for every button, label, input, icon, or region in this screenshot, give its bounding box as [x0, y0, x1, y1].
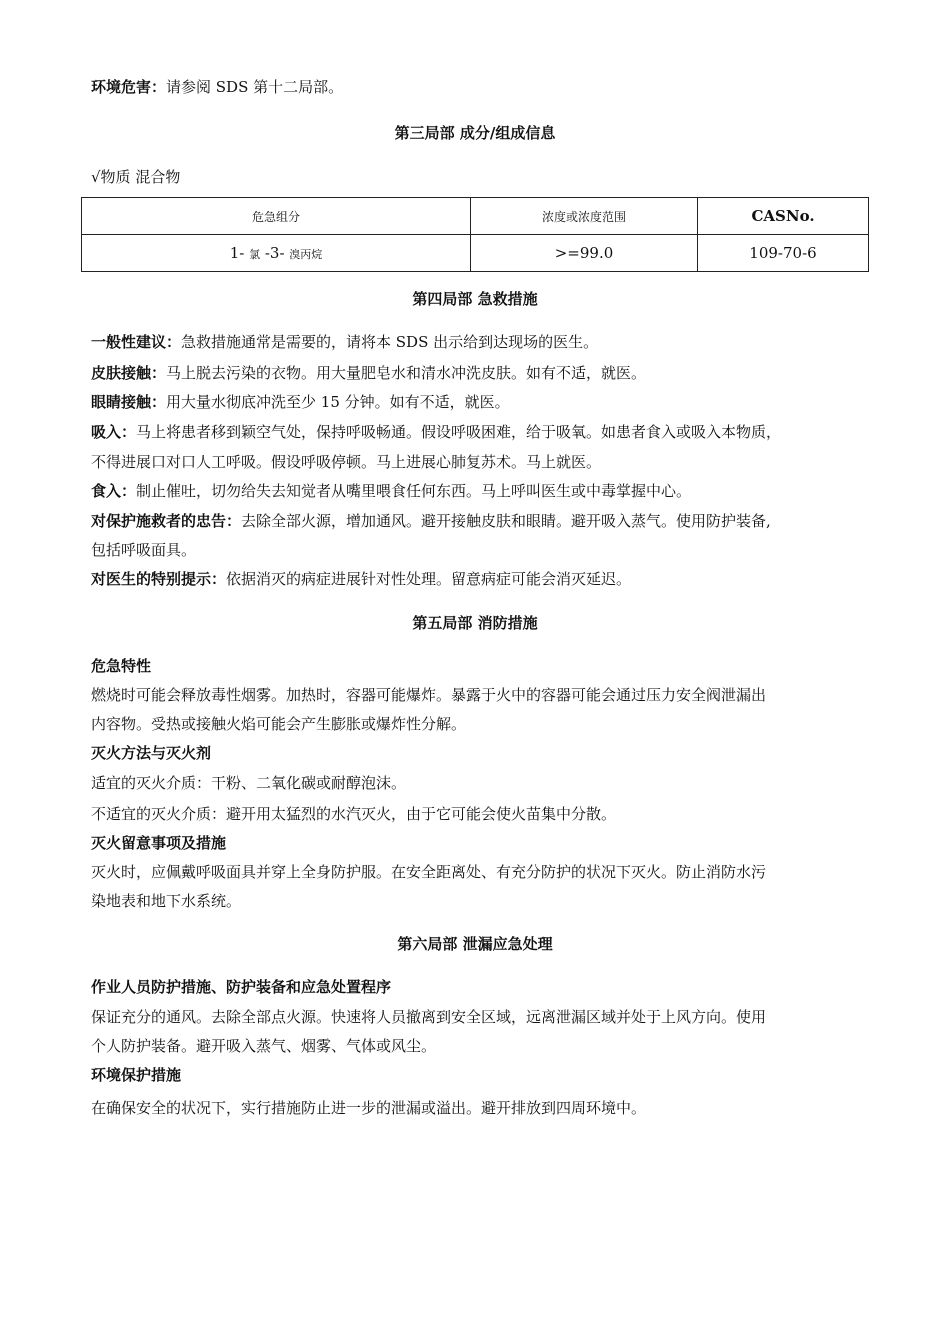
first-aid-inhalation-cont: 不得进展口对口人工呼吸。假设呼吸停顿。马上进展心肺复苏术。马上就医。: [91, 453, 602, 471]
item-text: 依据消灭的病症进展针对性处理。留意病症可能会消灭延迟。: [226, 570, 632, 588]
section-5-title: 第五局部 消防措施: [412, 614, 538, 632]
cell-concentration: >=99.0: [471, 235, 698, 272]
item-text: 用大量水彻底冲洗至少 15 分钟。如有不适，就医。: [166, 393, 510, 411]
env-protection-label: 环境保护措施: [91, 1066, 182, 1084]
first-aid-general: [91, 332, 598, 352]
header-cas: CASNo.: [698, 198, 869, 235]
item-text: 马上脱去污染的衣物。用大量肥皂水和清水冲洗皮肤。如有不适，就医。: [166, 364, 647, 382]
item-label: 一般性建议：: [91, 333, 182, 351]
item-label: 对医生的特别提示：: [91, 570, 227, 588]
component-part: 1-: [229, 244, 250, 262]
personal-protection-label: 作业人员防护措施、防护装备和应急处置程序: [91, 978, 392, 996]
env-hazard-line: [91, 77, 343, 97]
first-aid-ingestion: [91, 481, 691, 501]
section-4-title: 第四局部 急救措施: [412, 290, 538, 308]
item-label: 食入：: [91, 482, 137, 500]
component-part: 氯: [249, 248, 261, 261]
first-aid-inhalation: [91, 422, 781, 442]
env-protection-text: 在确保安全的状况下，实行措施防止进一步的泄漏或溢出。避开排放到四周环境中。: [91, 1099, 647, 1117]
first-aid-eyes: [91, 392, 510, 412]
item-text: 制止催吐，切勿给失去知觉者从嘴里喂食任何东西。马上呼叫医生或中毒掌握中心。: [136, 482, 692, 500]
cell-cas: 109-70-6: [698, 235, 869, 272]
fire-notes-label: 灭火留意事项及措施: [91, 834, 227, 852]
item-label: 眼睛接触：: [91, 393, 167, 411]
item-label: 吸入：: [91, 423, 137, 441]
fire-hazard-label: 危急特性: [91, 657, 152, 675]
first-aid-rescuer-cont: 包括呼吸面具。: [91, 541, 197, 559]
composition-table: [81, 197, 869, 272]
table-row: [82, 235, 869, 272]
item-label: 皮肤接触：: [91, 364, 167, 382]
personal-protection-text: 保证充分的通风。去除全部点火源。快速将人员撤离到安全区域，远离泄漏区域并处于上风方向。使用: [91, 1008, 767, 1026]
section-3-title: 第三局部 成分/组成信息: [394, 124, 556, 142]
personal-protection-text: 个人防护装备。避开吸入蒸气、烟雾、气体或风尘。: [91, 1037, 437, 1055]
env-hazard-text: 请参阅 SDS 第十二局部。: [166, 78, 344, 96]
component-part: 溴丙烷: [289, 248, 323, 261]
table-header-row: [82, 198, 869, 235]
extinguish-method-text: 适宜的灭火介质：干粉、二氧化碳或耐醇泡沫。: [91, 774, 407, 792]
cell-component: [82, 235, 471, 272]
first-aid-doctor: [91, 569, 631, 589]
item-text: 马上将患者移到颖空气处，保持呼吸畅通。假设呼吸困难，给于吸氧。如患者食入或吸入本物质，: [136, 423, 782, 441]
fire-hazard-text: 燃烧时可能会释放毒性烟雾。加热时，容器可能爆炸。暴露于火中的容器可能会通过压力安全阀泄漏出: [91, 686, 767, 704]
item-text: 去除全部火源，增加通风。避开接触皮肤和眼睛。避开吸入蒸气。使用防护装备,: [241, 512, 771, 530]
header-concentration: 浓度或浓度范围: [471, 198, 698, 235]
substance-type: √物质 混合物: [91, 168, 181, 186]
fire-hazard-text: 内容物。受热或接触火焰可能会产生膨胀或爆炸性分解。: [91, 715, 467, 733]
item-text: 急救措施通常是需要的，请将本 SDS 出示给到达现场的医生。: [181, 333, 599, 351]
first-aid-rescuer: [91, 511, 771, 531]
fire-notes-text: 染地表和地下水系统。: [91, 892, 242, 910]
first-aid-skin: [91, 363, 646, 383]
component-part: -3-: [260, 244, 290, 262]
header-component: 危急组分: [82, 198, 471, 235]
env-hazard-label: 环境危害：: [91, 78, 167, 96]
fire-notes-text: 灭火时，应佩戴呼吸面具并穿上全身防护服。在安全距离处、有充分防护的状况下灭火。防止消防水污: [91, 863, 767, 881]
extinguish-method-label: 灭火方法与灭火剂: [91, 744, 212, 762]
extinguish-method-text: 不适宜的灭火介质：避开用太猛烈的水汽灭火，由于它可能会使火苗集中分散。: [91, 805, 617, 823]
item-label: 对保护施救者的忠告：: [91, 512, 242, 530]
section-6-title: 第六局部 泄漏应急处理: [397, 935, 553, 953]
